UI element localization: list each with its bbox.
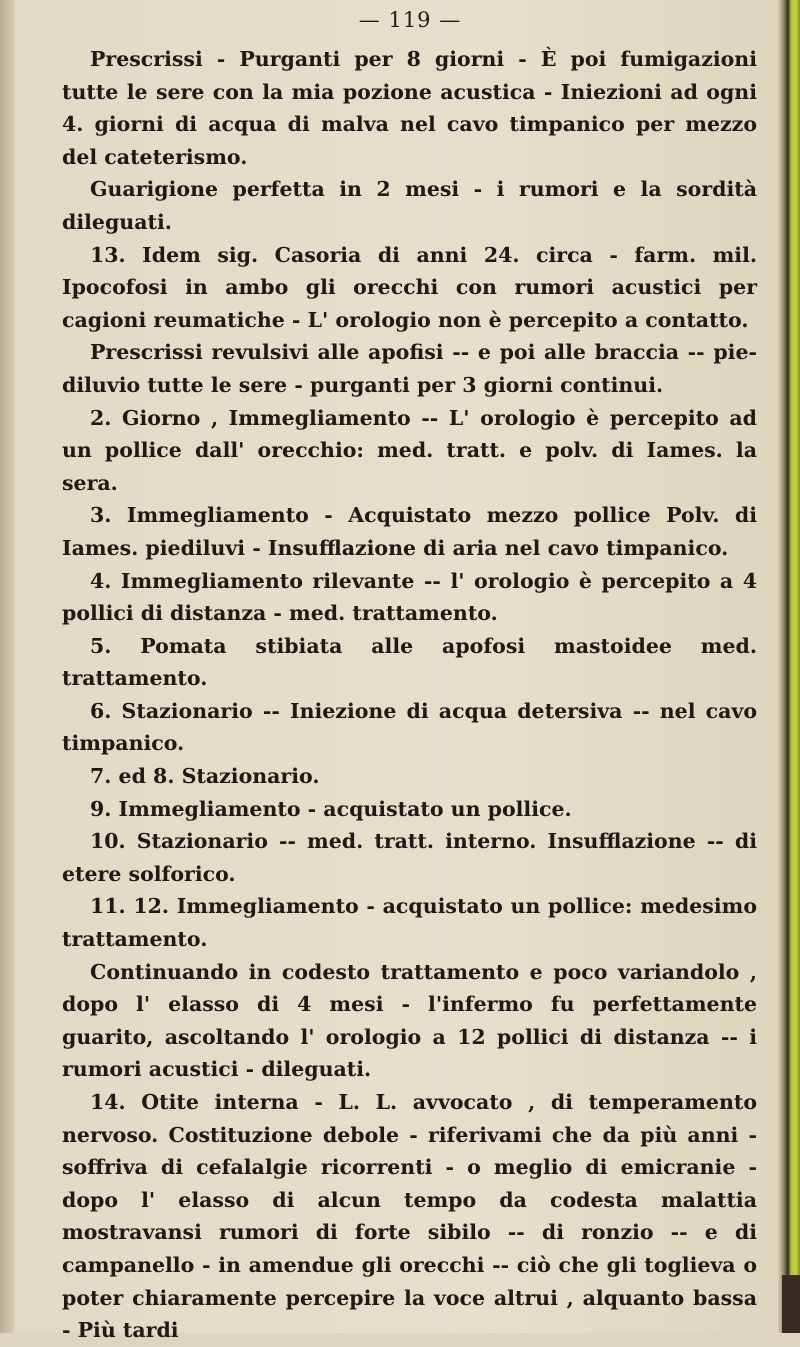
page-right-edge (778, 0, 800, 1333)
paragraph: 13. Idem sig. Casoria di anni 24. circa - farm. mil. Ipocofosi in ambo gli orecchi con rumori acustici per cagioni reumatiche - L' orologio non è percepito a contatto. (62, 242, 757, 332)
paragraph: 5. Pomata stibiata alle apofosi mastoidee med. trattamento. (62, 633, 757, 691)
binding-mark (782, 1275, 800, 1333)
paragraph: Continuando in codesto trattamento e poco variandolo , dopo l' elasso di 4 mesi - l'infermo fu perfettamente guarito, ascoltando l' orologio a 12 pollici di distanza -- i rumori acustici - dileguati. (62, 959, 757, 1082)
paragraph: 3. Immegliamento - Acquistato mezzo pollice Polv. di Iames. piediluvi - Insufflazione di aria nel cavo timpanico. (62, 503, 757, 560)
paragraph: 11. 12. Immegliamento - acquistato un pollice: medesimo trattamento. (62, 894, 757, 952)
paragraph: Prescrissi - Purganti per 8 giorni - È poi fumigazioni tutte le sere con la mia pozione acustica - Iniezioni ad ogni 4. giorni di acqua di malva nel cavo timpanico per mezzo del cateterismo. (62, 47, 757, 169)
paragraph: 4. Immegliamento rilevante -- l' orologio è percepito a 4 pollici di distanza - med. trattamento. (62, 568, 757, 626)
paragraph: 14. Otite interna - L. L. avvocato , di temperamento nervoso. Costituzione debole - riferivami che da più anni - soffriva di cefalalgie ricorrenti - o meglio di emicranie - dopo l' elasso di alcun tempo da codesta malattia mostravansi rumori di forte sibilo -- di ronzio -- e di campanello - in amendue gli orecchi -- ciò che gli toglieva o poter chiaramente percepire la voce altrui , alquanto bassa - Più tardi (62, 1090, 757, 1343)
paragraph: 9. Immegliamento - acquistato un pollice. (90, 796, 572, 821)
paragraph: Guarigione perfetta in 2 mesi - i rumori e la sordità dileguati. (62, 177, 757, 234)
paragraph: 10. Stazionario -- med. tratt. interno. Insufflazione -- di etere solforico. (62, 829, 757, 886)
paragraph: Prescrissi revulsivi alle apofisi -- e poi alle braccia -- pie-diluvio tutte le sere - purganti per 3 giorni continui. (62, 340, 757, 397)
paragraph: 2. Giorno , Immegliamento -- L' orologio è percepito ad un pollice dall' orecchio: med. tratt. e polv. di Iames. la sera. (62, 405, 757, 495)
page-number: — 119 — (358, 8, 462, 32)
page-left-edge (0, 0, 14, 1333)
paragraph: 7. ed 8. Stazionario. (90, 764, 320, 789)
body-text (62, 43, 757, 1347)
paragraph: 6. Stazionario -- Iniezione di acqua detersiva -- nel cavo timpanico. (62, 698, 757, 756)
